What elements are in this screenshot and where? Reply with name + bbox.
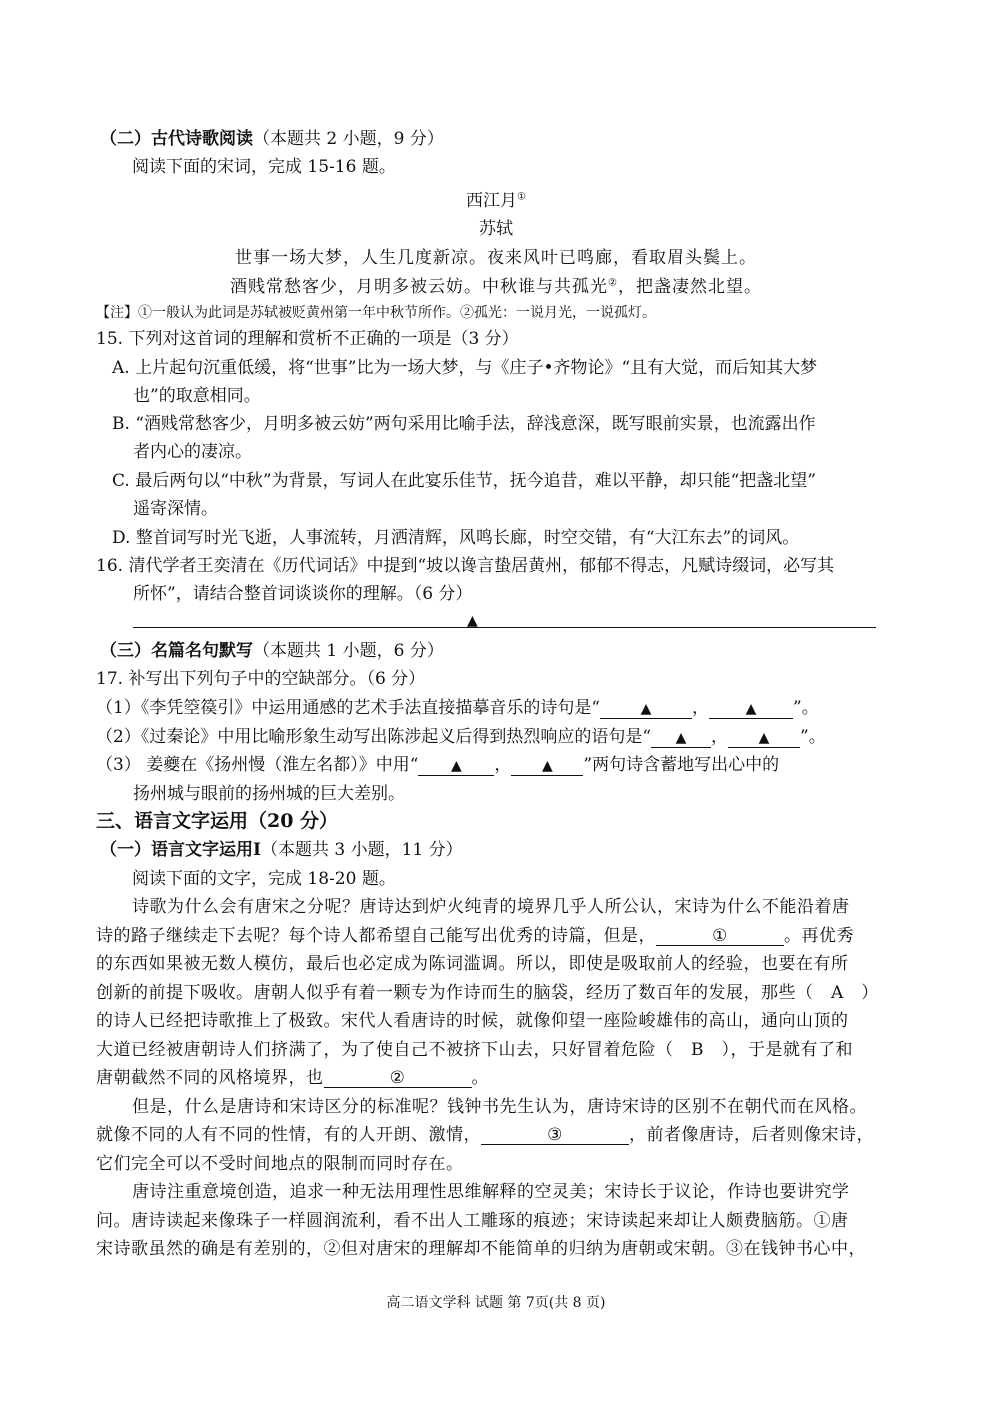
fill-blank[interactable] xyxy=(511,756,583,776)
passage-text: 就像不同的人有不同的性情，有的人开朗、激情， xyxy=(96,1125,481,1145)
passage-text: 唐朝截然不同的风格境界，也 xyxy=(96,1068,324,1088)
poem-title-sup: ① xyxy=(517,191,526,203)
passage-line: 唐诗注重意境创造，追求一种无法用理性思维解释的空灵美；宋诗长于议论，作诗也要讲究学 xyxy=(132,1182,850,1202)
q17-item-2-end: ”。 xyxy=(800,727,826,747)
poem-author: 苏轼 xyxy=(479,219,513,239)
passage-line: 的东西如果被无数人模仿，最后也必定成为陈词滥调。所以，即使是吸取前人的经验，也要在有所 xyxy=(96,954,849,974)
q16-stem-line2: 所怀”，请结合整首词谈谈你的理解。（6 分） xyxy=(133,584,473,604)
q17-item-1 xyxy=(96,697,819,719)
answer-line xyxy=(133,627,876,628)
answer-mark: ▲ xyxy=(467,613,478,629)
blank-number: ② xyxy=(389,1068,406,1088)
q15-option-c-line2: 遥寄深情。 xyxy=(133,499,218,519)
passage-text: ，前者像唐诗，后者则像宋诗， xyxy=(629,1125,874,1145)
blank-mark: ▲ xyxy=(745,701,757,717)
passage-line xyxy=(96,1124,874,1146)
fill-blank[interactable] xyxy=(418,756,494,776)
q15-option-d: D. 整首词写时光飞逝，人事流转，月洒清辉，风鸣长廊，时空交错，有“大江东去”的词风。 xyxy=(112,528,800,548)
blank-mark: ▲ xyxy=(542,758,553,774)
comma: ， xyxy=(711,727,729,747)
blank-number: ① xyxy=(712,926,728,946)
q17-item-1-end: ”。 xyxy=(793,698,819,718)
fill-blank[interactable] xyxy=(709,699,793,719)
passage-line: 创新的前提下吸收。唐朝人似乎有着一颗专为作诗而生的脑袋，经历了数百年的发展，那些（ A ） xyxy=(96,983,879,1003)
fill-blank[interactable] xyxy=(651,728,711,748)
poem-title-text: 西江月 xyxy=(466,191,518,211)
q17-item-3-text: （3） 姜夔在《扬州慢（淮左名都）》中用“ xyxy=(96,755,419,775)
passage-line: 但是，什么是唐诗和宋诗区分的标准呢？钱钟书先生认为，唐诗宋诗的区别不在朝代而在风格。 xyxy=(132,1097,867,1117)
passage-text: 诗的路子继续走下去呢？每个诗人都希望自己能写出优秀的诗篇，但是， xyxy=(96,926,656,946)
blank-number: ③ xyxy=(547,1125,563,1145)
q15-option-b-line2: 者内心的凄凉。 xyxy=(133,442,252,462)
fill-blank[interactable] xyxy=(324,1069,472,1088)
part-title: 三、语言文字运用（20 分） xyxy=(96,810,339,832)
fill-blank[interactable] xyxy=(600,699,692,719)
passage-line: 大道已经被唐朝诗人们挤满了，为了使自己不被挤下山去，只好冒着危险（ B ），于是就有了和 xyxy=(96,1040,853,1060)
fill-blank[interactable] xyxy=(481,1126,629,1145)
poem-note: 【注】①一般认为此词是苏轼被贬黄州第一年中秋节所作。②孤光：一说月光，一说孤灯。 xyxy=(96,305,656,321)
q16-stem-line1: 16. 清代学者王奕清在《历代词话》中提到“坡以谗言蛰居黄州，郁郁不得志，凡赋诗缀词，必写其 xyxy=(96,556,835,576)
q15-stem: 15. 下列对这首词的理解和赏析不正确的一项是（3 分） xyxy=(96,329,519,349)
poem-line-2a: 酒贱常愁客少，月明多被云妨。中秋谁与共孤光 xyxy=(230,277,609,297)
section-title: （二）古代诗歌阅读 xyxy=(100,129,253,149)
q17-stem: 17. 补写出下列句子中的空缺部分。（6 分） xyxy=(96,669,426,689)
passage-line xyxy=(96,1067,489,1089)
fill-blank[interactable] xyxy=(728,728,800,748)
q17-item-3 xyxy=(96,754,779,776)
passage-line: 问。唐诗读起来像珠子一样圆润流利，看不出人工雕琢的痕迹；宋诗读起来却让人颇费脑筋。①唐 xyxy=(96,1211,849,1231)
q17-item-1-text: （1）《李凭箜篌引》中运用通感的艺术手法直接描摹音乐的诗句是“ xyxy=(96,698,601,718)
blank-mark: ▲ xyxy=(758,730,770,746)
section-intro: 阅读下面的宋词，完成 15-16 题。 xyxy=(132,157,396,177)
subsection-intro: 阅读下面的文字，完成 18-20 题。 xyxy=(132,869,396,889)
q15-option-c-line1: C. 最后两句以“中秋”为背景，写词人在此宴乐佳节，抚今追昔，难以平静，却只能“把盏北望” xyxy=(112,471,816,491)
passage-line xyxy=(96,925,854,947)
comma: ， xyxy=(494,755,512,775)
page-footer: 高二语文学科 试题 第 7页(共 8 页) xyxy=(386,1295,606,1311)
passage-text: 。再优秀 xyxy=(784,926,854,946)
poem-line-2-sup: ② xyxy=(608,277,618,289)
poem-line-1: 世事一场大梦，人生几度新凉。夜来风叶已鸣廊，看取眉头鬓上。 xyxy=(235,248,757,268)
passage-text: 。 xyxy=(471,1068,489,1088)
section-meta: （本题共 1 小题，6 分） xyxy=(253,641,444,661)
poem-line-2 xyxy=(0,272,992,297)
q15-option-b-line1: B. “酒贱常愁客少，月明多被云妨”两句采用比喻手法，辞浅意深，既写眼前实景，也流露出作 xyxy=(112,414,816,434)
poem-line-2b: ，把盏凄然北望。 xyxy=(617,277,762,297)
q17-item-2 xyxy=(96,726,826,748)
passage-line: 诗歌为什么会有唐宋之分呢？唐诗达到炉火纯青的境界几乎人所公认，宋诗为什么不能沿着唐 xyxy=(132,897,850,917)
section-title: （三）名篇名句默写 xyxy=(100,641,253,661)
blank-mark: ▲ xyxy=(675,730,687,746)
q15-option-a-line1: A. 上片起句沉重低缓，将“世事”比为一场大梦，与《庄子•齐物论》“且有大觉，而后知其大梦 xyxy=(112,358,818,378)
section-meta: （本题共 2 小题，9 分） xyxy=(253,129,444,149)
q17-item-3-end: ”两句诗含蓄地写出心中的 xyxy=(583,755,780,775)
fill-blank[interactable] xyxy=(656,927,784,946)
section-heading-poetry xyxy=(100,128,444,150)
subsection-meta: （本题共 3 小题，11 分） xyxy=(260,840,463,860)
q17-item-3-line2: 扬州城与眼前的扬州城的巨大差别。 xyxy=(133,784,405,804)
comma: ， xyxy=(692,698,710,718)
section-heading-recitation xyxy=(100,640,444,662)
subsection-heading xyxy=(100,839,463,861)
q17-item-2-text: （2）《过秦论》中用比喻形象生动写出陈涉起义后得到热烈响应的语句是“ xyxy=(96,727,652,747)
passage-line: 宋诗歌虽然的确是有差别的，②但对唐宋的理解却不能简单的归纳为唐朝或宋朝。③在钱钟书心中， xyxy=(96,1239,866,1259)
blank-mark: ▲ xyxy=(640,701,652,717)
subsection-title: （一）语言文字运用Ⅰ xyxy=(100,840,261,860)
poem-title xyxy=(0,186,992,211)
passage-line: 的诗人已经把诗歌推上了极致。宋代人看唐诗的时候，就像仰望一座险峻雄伟的高山，通向山顶的 xyxy=(96,1011,849,1031)
blank-mark: ▲ xyxy=(451,758,462,774)
passage-line: 它们完全可以不受时间地点的限制而同时存在。 xyxy=(96,1154,464,1174)
q15-option-a-line2: 也”的取意相同。 xyxy=(133,386,261,406)
